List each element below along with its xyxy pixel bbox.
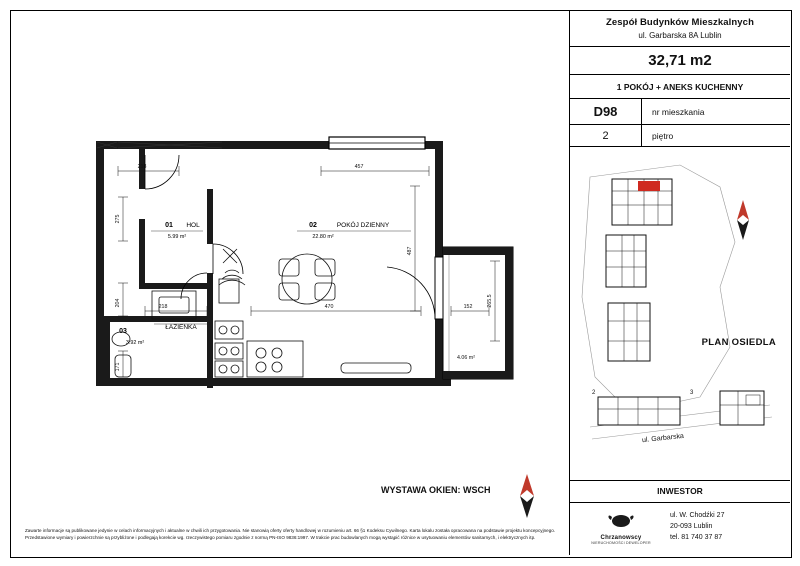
investor-subtitle: NIERUCHOMOŚCI DEWELOPER <box>591 541 651 545</box>
disclaimer-text: Zawarte informacje są publikowane jedynie w celach informacyjnych i aktualne w chwili ich przygotowania. Nie stanowią oferty oferty handlowej w rozumieniu art. 66 §1 Kodeksu Cywilnego. Karta lokalu została opracowana na podstawie projektu koncepcyjnego. Przedstawione wymiary i powierzchnie są przybliżone i podlegają korekcie wg. rzeczywistego pomiaru zgodnie z normą PN-ISO 9836:1997. W trakcie prac budowlanych mogą wystąpić różnice w usytuowaniu elementów sanitarnych, i elektrycznych itp. <box>25 528 556 541</box>
investor-box <box>570 480 790 555</box>
room-number: 03 <box>119 328 127 335</box>
investor-title: INWESTOR <box>657 486 703 496</box>
room-label-pokoj <box>297 220 411 240</box>
dim-balcony-area: 4.06 m² <box>457 355 475 361</box>
investor-address <box>670 510 724 543</box>
room-area: 22.80 m² <box>312 234 334 240</box>
walls <box>96 141 451 388</box>
room-name: POKÓJ DZIENNY <box>336 222 390 229</box>
building-block-1 <box>612 179 672 225</box>
area-row <box>570 47 790 75</box>
rooms-row <box>570 75 790 99</box>
floor-label: piętro <box>652 130 674 141</box>
rooms-value: 1 POKÓJ + ANEKS KUCHENNY <box>616 82 744 92</box>
room-area: 5.99 m² <box>167 234 187 240</box>
building-block-4 <box>598 397 680 425</box>
building-block-3 <box>608 303 650 361</box>
dim-457: 457 <box>354 164 364 170</box>
site-building-label-2: 2 <box>592 390 596 396</box>
orientation-label: WYSTAWA OKIEN: WSCH <box>381 485 491 495</box>
project-header <box>570 11 790 47</box>
investor-address-line-1: ul. W. Chodźki 27 <box>670 512 725 519</box>
flat-number-cell <box>570 99 642 124</box>
project-title: Zespół Budynków Mieszkalnych <box>606 17 754 28</box>
dim-152: 152 <box>463 304 473 310</box>
dim-218-mid: 218 <box>158 304 168 310</box>
dim-275: 275 <box>115 214 121 224</box>
divider <box>570 502 790 503</box>
investor-name: Chrzanowscy <box>600 535 642 541</box>
room-name: HOL <box>186 222 200 229</box>
site-plan-title: PLAN OSIEDLA <box>701 337 776 348</box>
street-label: ul. Garbarska <box>641 432 685 445</box>
room-name: ŁAZIENKA <box>165 324 197 331</box>
area-value: 32,71 m2 <box>648 52 712 69</box>
dim-265-5: 265.5 <box>487 294 493 308</box>
investor-address-line-2: 20-093 Lublin <box>670 523 713 530</box>
building-block-2 <box>606 235 646 287</box>
north-arrow-icon <box>733 199 753 241</box>
project-address: ul. Garbarska 8A Lublin <box>638 31 722 40</box>
floor-number-cell <box>570 125 642 146</box>
floor-plan-drawing <box>11 11 569 457</box>
balcony <box>443 247 513 379</box>
flat-number-value: D98 <box>593 104 618 119</box>
dim-171: 171 <box>115 362 121 372</box>
doors <box>145 155 435 319</box>
plan-area <box>11 11 569 555</box>
north-arrow-icon <box>516 473 538 519</box>
investor-logo <box>584 512 658 545</box>
site-plan-drawing <box>570 147 790 480</box>
investor-address-line-3: tel. 81 740 37 87 <box>670 534 723 541</box>
floor-row <box>570 125 790 147</box>
room-label-hol <box>151 222 203 240</box>
room-label-lazienka <box>119 324 207 346</box>
flat-number-row <box>570 99 790 125</box>
site-building-label-3: 3 <box>690 390 694 396</box>
room-number: 01 <box>165 222 173 229</box>
dim-470: 470 <box>324 304 334 310</box>
flat-number-label: nr mieszkania <box>652 106 705 117</box>
floor-number-value: 2 <box>602 129 609 142</box>
site-plan <box>570 147 790 481</box>
dim-204: 204 <box>115 298 121 308</box>
dim-218-top: 218 <box>137 164 147 170</box>
bull-logo-icon <box>606 512 636 528</box>
room-number: 02 <box>309 222 317 229</box>
building-block-5 <box>720 391 764 425</box>
info-panel <box>569 11 790 555</box>
dim-487: 487 <box>407 246 413 256</box>
floor-label-cell <box>642 125 790 146</box>
flat-number-label-cell <box>642 99 790 124</box>
room-area: 3.92 m² <box>125 340 145 346</box>
